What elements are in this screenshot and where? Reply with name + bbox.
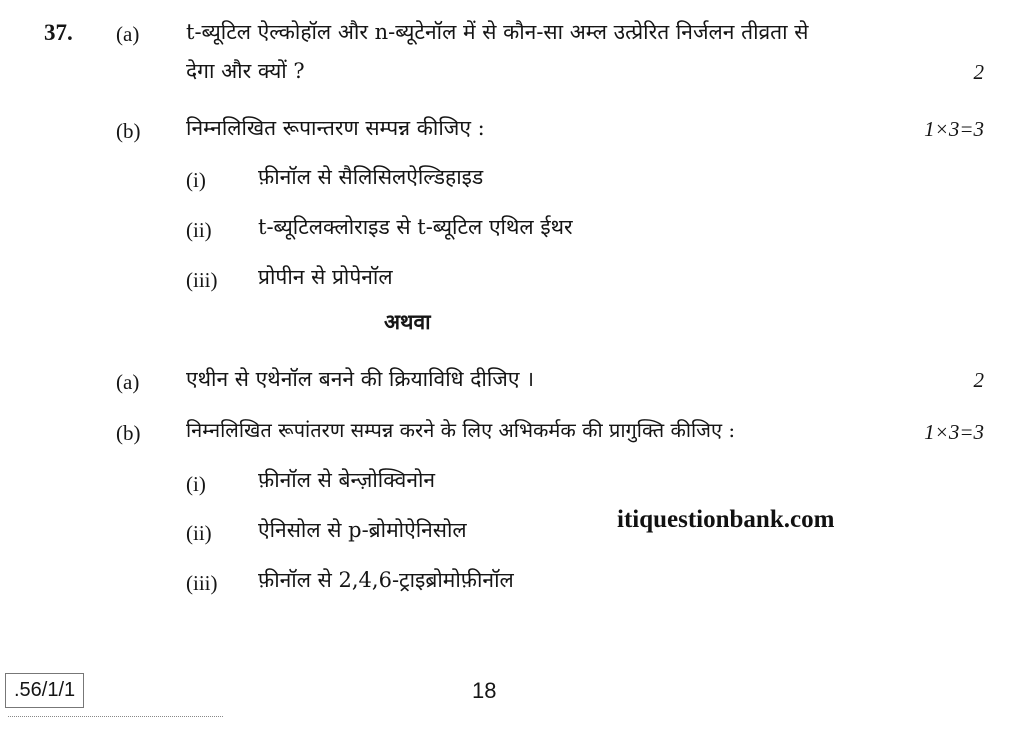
part-b-item-text: t-ब्यूटिलक्लोराइड से t-ब्यूटिल एथिल ईथर [258, 215, 573, 239]
part-b-marks: 1×3=3 [924, 117, 984, 141]
page-number: 18 [472, 678, 497, 703]
part-b-label: (b) [116, 119, 141, 143]
alt-b-label: (b) [116, 421, 141, 445]
paper-code-box: .56/1/1 [5, 673, 84, 708]
part-b-item-text: फ़ीनॉल से सैलिसिलऐल्डिहाइड [258, 165, 484, 189]
alt-a-marks: 2 [973, 368, 984, 392]
footer-dotted-rule [8, 716, 223, 717]
part-b-item-label: (iii) [186, 268, 218, 292]
part-a-label: (a) [116, 22, 140, 46]
part-b-item-label: (ii) [186, 218, 212, 242]
alt-b-item-label: (i) [186, 472, 206, 496]
part-a-text-line2: देगा और क्यों ? [186, 59, 305, 83]
alt-a-label: (a) [116, 370, 140, 394]
alt-b-item-text: फ़ीनॉल से 2,4,6-ट्राइब्रोमोफ़ीनॉल [258, 568, 514, 592]
part-a-marks: 2 [973, 60, 984, 84]
alt-b-text: निम्नलिखित रूपांतरण सम्पन्न करने के लिए अभिकर्मक की प्रागुक्ति कीजिए : [186, 418, 736, 442]
alt-b-item-label: (ii) [186, 521, 212, 545]
alt-b-marks: 1×3=3 [924, 420, 984, 444]
alt-b-item-label: (iii) [186, 571, 218, 595]
site-watermark: itiquestionbank.com [617, 506, 835, 533]
question-number: 37. [44, 20, 73, 45]
part-b-item-label: (i) [186, 168, 206, 192]
or-heading: अथवा [384, 309, 431, 334]
part-b-text: निम्नलिखित रूपान्तरण सम्पन्न कीजिए : [186, 116, 485, 140]
alt-b-item-text: ऐनिसोल से p-ब्रोमोऐनिसोल [258, 518, 467, 542]
alt-b-item-text: फ़ीनॉल से बेन्ज़ोक्विनोन [258, 468, 436, 492]
alt-a-text: एथीन से एथेनॉल बनने की क्रियाविधि दीजिए । [186, 367, 535, 391]
part-a-text-line1: t-ब्यूटिल ऐल्कोहॉल और n-ब्यूटेनॉल में से कौन-सा अम्ल उत्प्रेरित निर्जलन तीव्रता से [186, 20, 809, 44]
part-b-item-text: प्रोपीन से प्रोपेनॉल [258, 265, 393, 289]
